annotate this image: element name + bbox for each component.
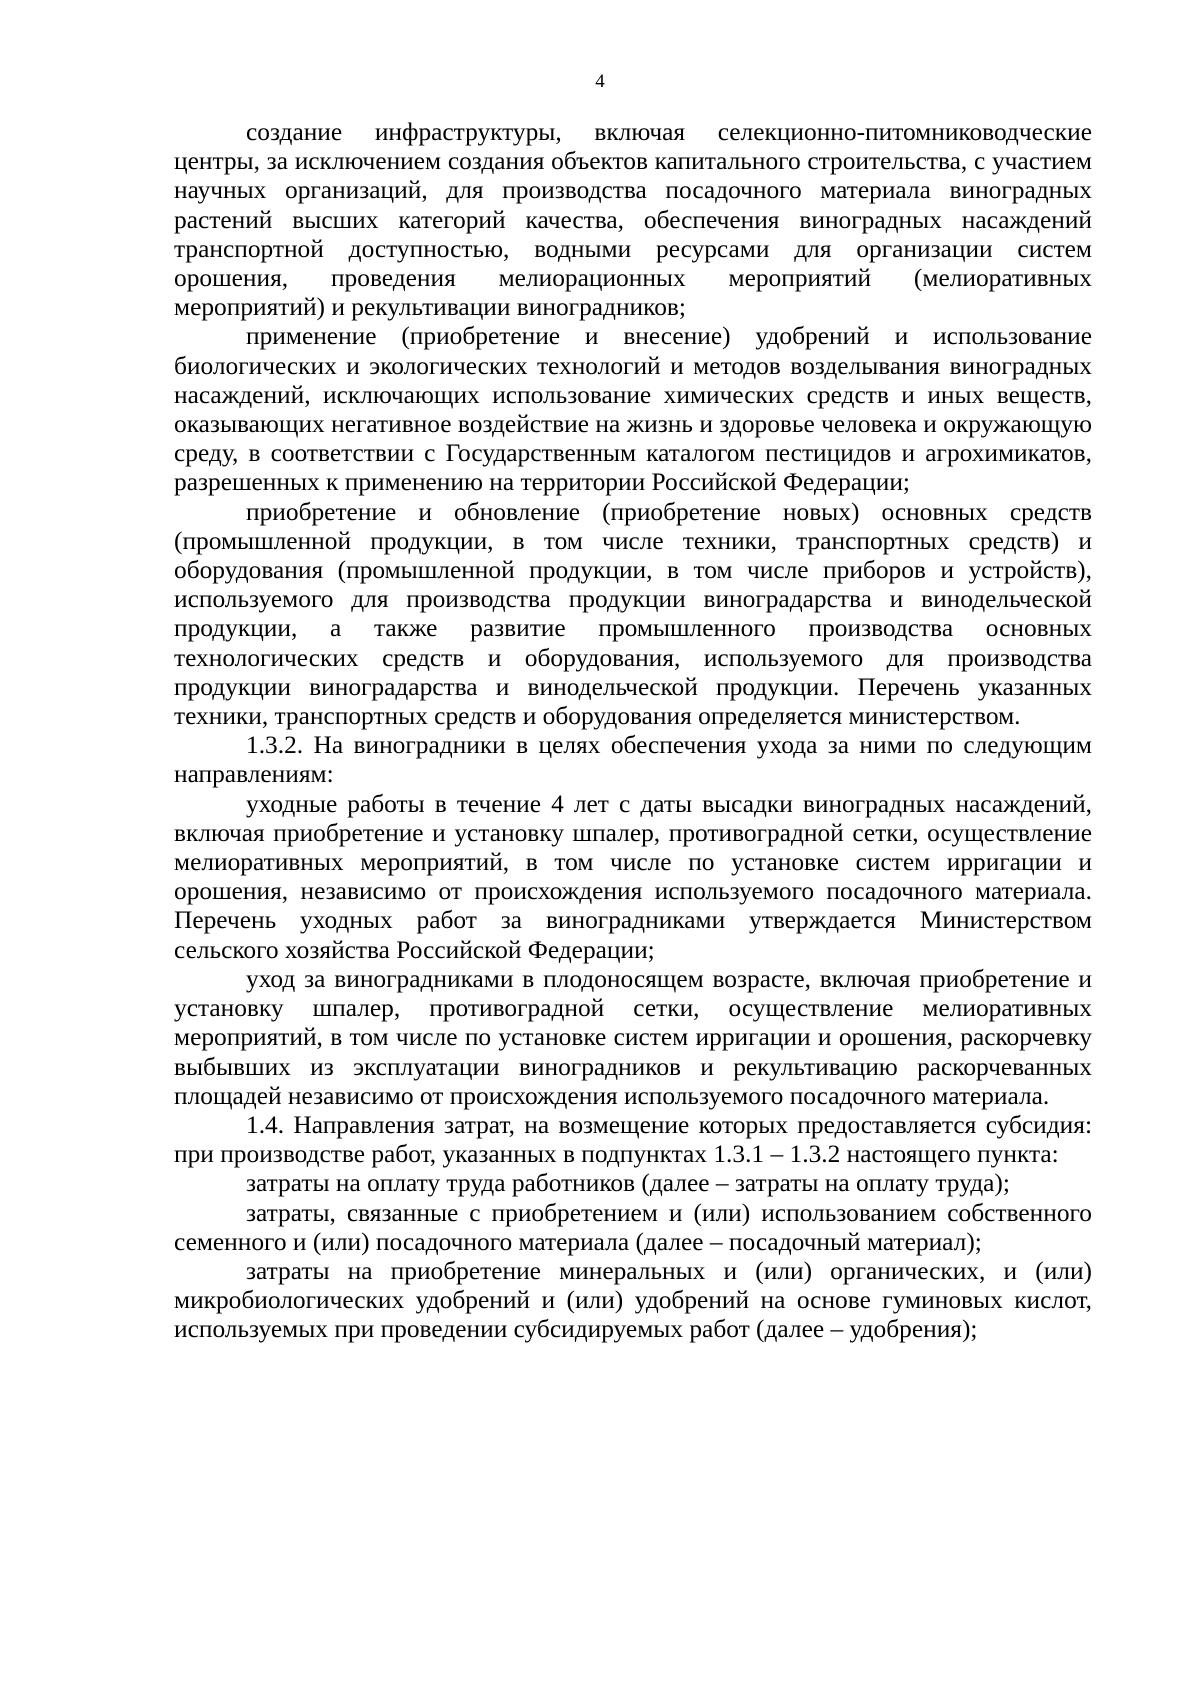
page-number: 4: [595, 71, 605, 92]
document-body: [174, 118, 1092, 1345]
paragraph-planting-material-costs: затраты, связанные с приобретением и (или) использованием собственного семенного и (или) посадочного материала (далее – посадочный материал);: [174, 1198, 1092, 1256]
paragraph-fruiting-care: уход за виноградниками в плодоносящем возрасте, включая приобретение и установку шпалер, противоградной сетки, осуществление мелиоративных мероприятий, в том числе по установке систем ирригации и орошения, раскорчевку выбывших из эксплуатации виноградников и рекультивацию раскорчеванных площадей независимо от происхождения используемого посадочного материала.: [174, 964, 1092, 1110]
paragraph-infrastructure: создание инфраструктуры, включая селекционно-питомниководческие центры, за исключением создания объектов капитального строительства, с участием научных организаций, для производства посадочного материала виноградных растений высших категорий качества, обеспечения виноградных насаждений транспортной доступностью, водными ресурсами для организации систем орошения, проведения мелиорационных мероприятий (мелиоративных мероприятий) и рекультивации виноградников;: [174, 118, 1092, 322]
paragraph-fertilizer-costs: затраты на приобретение минеральных и (или) органических, и (или) микробиологических удобрений и (или) удобрений на основе гуминовых кислот, используемых при проведении субсидируемых работ (далее – удобрения);: [174, 1256, 1092, 1344]
paragraph-labor-costs: затраты на оплату труда работников (далее – затраты на оплату труда);: [246, 1169, 1010, 1198]
paragraph-fertilizers-application: применение (приобретение и внесение) удобрений и использование биологических и экологических технологий и методов возделывания виноградных насаждений, исключающих использование химических средств и иных веществ, оказывающих негативное воздействие на жизнь и здоровье человека и окружающую среду, в соответствии с Государственным каталогом пестицидов и агрохимикатов, разрешенных к применению на территории Российской Федерации;: [174, 322, 1092, 497]
paragraph-care-works: уходные работы в течение 4 лет с даты высадки виноградных насаждений, включая приобретение и установку шпалер, противоградной сетки, осуществление мелиоративных мероприятий, в том числе по установке систем ирригации и орошения, независимо от происхождения используемого посадочного материала. Перечень уходных работ за виноградниками утверждается Министерством сельского хозяйства Российской Федерации;: [174, 789, 1092, 964]
paragraph-fixed-assets: приобретение и обновление (приобретение новых) основных средств (промышленной продукции, в том числе техники, транспортных средств) и оборудования (промышленной продукции, в том числе приборов и устройств), используемого для производства продукции виноградарства и винодельческой продукции, а также развитие промышленного производства основных технологических средств и оборудования, используемого для производства продукции виноградарства и винодельчеcкой продукции. Перечень указанных техники, транспортных средств и оборудования определяется министерством.: [174, 497, 1092, 731]
paragraph-1-4-cost-directions: 1.4. Направления затрат, на возмещение которых предоставляется субсидия: при производстве работ, указанных в подпунктах 1.3.1 – 1.3.2 настоящего пункта:: [174, 1110, 1092, 1169]
paragraph-1-3-2-heading: 1.3.2. На виноградники в целях обеспечения ухода за ними по следующим направлениям:: [174, 731, 1092, 789]
